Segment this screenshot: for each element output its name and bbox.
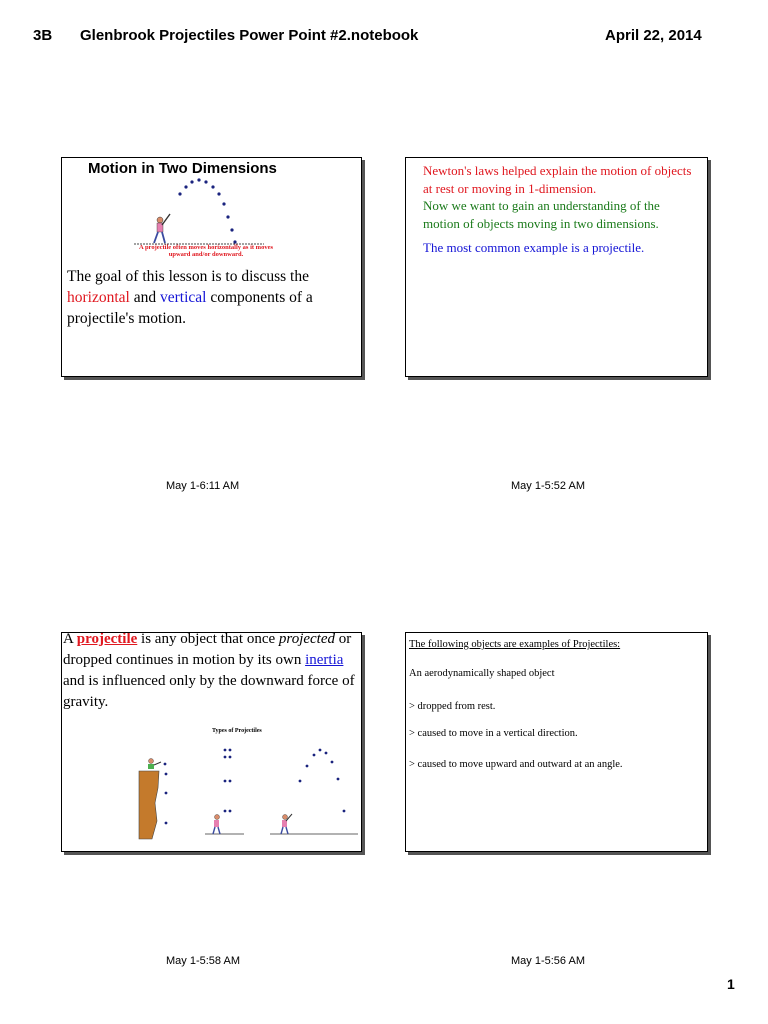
- slide-1-timestamp: May 1-6:11 AM: [166, 480, 240, 492]
- slide-2-body: [423, 162, 693, 257]
- person-icon: [148, 759, 161, 770]
- slide-1-title: Motion in Two Dimensions: [88, 160, 277, 177]
- dot-trajectory: [178, 178, 236, 243]
- slide-2[interactable]: [405, 157, 708, 377]
- slide-2-para-1: Newton's laws helped explain the motion of objects at rest or moving in 1-dimension.: [423, 163, 692, 196]
- slide-1-body: The goal of this lesson is to discuss the horizontal and vertical components of a projectile's motion.: [67, 268, 313, 327]
- list-item: > dropped from rest.: [409, 701, 496, 712]
- slide-1[interactable]: [61, 157, 362, 377]
- person-icon: [154, 214, 170, 243]
- person-icon: [213, 815, 220, 835]
- illustration-caption: A projectile often moves horizontally as it moves upward and/or downward.: [138, 244, 273, 258]
- slide-2-para-3: The most common example is a projectile.: [423, 240, 645, 255]
- slide-3[interactable]: [61, 632, 362, 852]
- types-caption: Types of Projectiles: [212, 728, 262, 734]
- slide-4-intro: An aerodynamically shaped object: [409, 668, 555, 679]
- types-of-projectiles-illustration: [62, 733, 362, 852]
- slide-3-timestamp: May 1-5:58 AM: [166, 955, 240, 967]
- slide-4-timestamp: May 1-5:56 AM: [511, 955, 585, 967]
- term-vertical: vertical: [159, 289, 207, 306]
- list-item: > caused to move upward and outward at an angle.: [409, 759, 623, 770]
- slide-2-para-2: Now we want to gain an understanding of the motion of objects moving in two dimensions.: [423, 198, 660, 231]
- slide-3-body: A projectile is any object that once projected or dropped continues in motion by its own inertia and is influenced only by the downward force of gravity.: [63, 632, 355, 710]
- term-horizontal: horizontal: [67, 289, 130, 306]
- slide-4[interactable]: [405, 632, 708, 852]
- person-icon: [281, 814, 292, 834]
- term-projectile: projectile: [76, 632, 138, 647]
- section-label: 3B: [33, 27, 53, 44]
- list-item: > caused to move in a vertical direction.: [409, 728, 578, 739]
- term-projected: projected: [278, 632, 336, 647]
- page-number: 1: [727, 976, 735, 992]
- term-inertia: inertia: [305, 652, 344, 668]
- document-date: April 22, 2014: [605, 27, 702, 44]
- slide-4-heading: The following objects are examples of Projectiles:: [409, 639, 621, 650]
- projectile-illustration: [62, 176, 362, 276]
- slide-2-timestamp: May 1-5:52 AM: [511, 480, 585, 492]
- document-title: Glenbrook Projectiles Power Point #2.notebook: [80, 27, 419, 44]
